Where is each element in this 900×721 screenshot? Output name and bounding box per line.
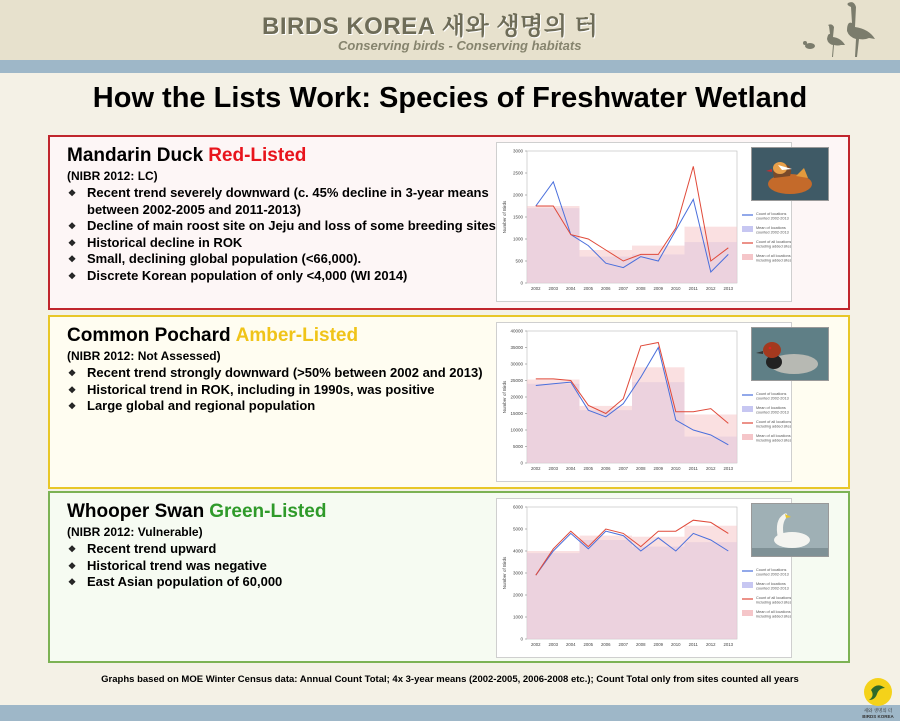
trend-chart-whooper-swan bbox=[496, 498, 792, 658]
legend-label: counted 2002-2013 bbox=[756, 230, 789, 235]
legend-swatch bbox=[742, 582, 753, 588]
y-tick-label: 0 bbox=[520, 280, 523, 286]
x-tick-label: 2012 bbox=[705, 642, 716, 647]
mean-bar bbox=[597, 250, 615, 283]
y-tick-label: 15000 bbox=[510, 411, 523, 416]
mean-bar bbox=[545, 380, 563, 463]
footer-bar bbox=[0, 705, 900, 721]
x-tick-label: 2006 bbox=[600, 466, 611, 471]
mean-bar bbox=[720, 526, 738, 639]
mean-bar bbox=[615, 536, 633, 639]
y-tick-label: 35000 bbox=[510, 345, 523, 350]
x-tick-label: 2011 bbox=[688, 286, 698, 291]
legend-label: Mean of locations bbox=[756, 226, 786, 230]
list-status: Green-Listed bbox=[209, 501, 327, 522]
legend-label: Count of locations bbox=[756, 392, 787, 396]
x-tick-label: 2011 bbox=[688, 466, 698, 471]
legend-label: including added sites bbox=[756, 600, 792, 605]
y-tick-label: 0 bbox=[520, 636, 523, 642]
trend-chart-common-pochard bbox=[496, 322, 792, 482]
x-tick-label: 2002 bbox=[530, 466, 541, 471]
y-tick-label: 1000 bbox=[512, 236, 523, 242]
legend-label: including added sites bbox=[756, 438, 792, 443]
mean-bar bbox=[667, 537, 685, 639]
x-tick-label: 2006 bbox=[600, 642, 611, 647]
y-tick-label: 6000 bbox=[512, 504, 523, 510]
legend-label: Mean of all locations bbox=[756, 254, 791, 258]
bullet-item: ❖ Recent trend strongly downward (>50% between 2002 and 2013) bbox=[67, 365, 497, 382]
x-tick-label: 2003 bbox=[548, 286, 559, 291]
legend-label: Mean of all locations bbox=[756, 610, 791, 614]
x-tick-label: 2008 bbox=[635, 642, 646, 647]
legend-label: Count of all locations bbox=[756, 420, 792, 424]
legend-label: Count of all locations bbox=[756, 240, 792, 244]
bullet-item: ❖ Historical decline in ROK bbox=[67, 235, 497, 252]
species-panel-common-pochard bbox=[48, 315, 850, 489]
x-tick-label: 2006 bbox=[600, 286, 611, 291]
bullet-list bbox=[67, 365, 497, 415]
mean-bar bbox=[580, 536, 598, 639]
x-tick-label: 2007 bbox=[618, 286, 629, 291]
x-tick-label: 2007 bbox=[618, 642, 629, 647]
x-tick-label: 2004 bbox=[565, 466, 576, 471]
legend-label: including added sites bbox=[756, 614, 792, 619]
legend-label: counted 2002-2013 bbox=[756, 216, 789, 221]
legend-label: Mean of locations bbox=[756, 406, 786, 410]
legend-swatch bbox=[742, 226, 753, 232]
brand-title: BIRDS KOREA 새와 생명의 터 bbox=[262, 13, 599, 40]
bullet-item: ❖ Discrete Korean population of only <4,000 (WI 2014) bbox=[67, 268, 497, 285]
mean-bar bbox=[667, 367, 685, 463]
mean-bar bbox=[597, 536, 615, 639]
list-status: Red-Listed bbox=[208, 145, 307, 166]
y-tick-label: 30000 bbox=[510, 361, 523, 367]
species-panel-mandarin-duck bbox=[48, 135, 850, 310]
y-tick-label: 25000 bbox=[510, 378, 523, 383]
y-tick-label: 5000 bbox=[512, 444, 523, 449]
legend-swatch bbox=[742, 610, 753, 616]
y-tick-label: 500 bbox=[515, 258, 523, 264]
mean-bar bbox=[527, 380, 545, 463]
mean-bar bbox=[545, 206, 563, 283]
svg-text:새와 생명의 터: 새와 생명의 터 bbox=[863, 708, 893, 713]
x-tick-label: 2011 bbox=[688, 642, 698, 647]
x-tick-label: 2009 bbox=[653, 286, 664, 291]
y-tick-label: 10000 bbox=[510, 427, 523, 433]
species-name: Mandarin Duck bbox=[67, 145, 204, 166]
x-tick-label: 2012 bbox=[705, 466, 716, 471]
mean-bar bbox=[580, 406, 598, 463]
mean-bar bbox=[702, 227, 720, 283]
species-title bbox=[67, 325, 358, 347]
nibr-status: (NIBR 2012: Not Assessed) bbox=[67, 349, 221, 363]
page-title: How the Lists Work: Species of Freshwater Wetland bbox=[92, 82, 808, 114]
x-tick-label: 2004 bbox=[565, 642, 576, 647]
species-panel-whooper-swan bbox=[48, 491, 850, 663]
mean-bar bbox=[615, 406, 633, 463]
y-tick-label: 3000 bbox=[512, 570, 523, 576]
footer-note: Graphs based on MOE Winter Census data: Annual Count Total; 4x 3-year means (2002-2005, 2006-2008 etc.); Count Total only from sites counted all years bbox=[101, 674, 799, 685]
svg-text:BIRDS KOREA: BIRDS KOREA bbox=[862, 714, 894, 719]
x-tick-label: 2008 bbox=[635, 466, 646, 471]
y-axis-label: Number of Birds bbox=[502, 556, 507, 590]
y-tick-label: 2000 bbox=[512, 592, 523, 598]
x-tick-label: 2007 bbox=[618, 466, 629, 471]
legend-label: including added sites bbox=[756, 424, 792, 429]
legend-swatch bbox=[742, 434, 753, 440]
y-tick-label: 40000 bbox=[510, 328, 523, 334]
legend-label: Mean of locations bbox=[756, 582, 786, 586]
common-pochard-photo bbox=[751, 327, 829, 381]
header-bar bbox=[0, 60, 900, 73]
x-tick-label: 2005 bbox=[583, 642, 594, 647]
nibr-status: (NIBR 2012: Vulnerable) bbox=[67, 525, 203, 539]
mean-bar bbox=[527, 206, 545, 283]
legend-label: Count of locations bbox=[756, 568, 787, 572]
x-tick-label: 2008 bbox=[635, 286, 646, 291]
bullet-item: ❖ East Asian population of 60,000 bbox=[67, 574, 497, 591]
y-tick-label: 0 bbox=[520, 460, 523, 466]
x-tick-label: 2003 bbox=[548, 642, 559, 647]
x-tick-label: 2002 bbox=[530, 642, 541, 647]
x-tick-label: 2010 bbox=[670, 286, 681, 291]
species-title bbox=[67, 145, 306, 167]
mean-bar bbox=[720, 414, 738, 463]
mean-bar bbox=[632, 246, 650, 283]
x-tick-label: 2012 bbox=[705, 286, 716, 291]
y-axis-label: Number of Birds bbox=[502, 200, 507, 234]
bullet-item: ❖ Large global and regional population bbox=[67, 398, 497, 415]
mean-bar bbox=[632, 367, 650, 463]
mean-bar bbox=[650, 367, 668, 463]
legend-label: counted 2002-2013 bbox=[756, 586, 789, 591]
y-tick-label: 4000 bbox=[512, 548, 523, 554]
legend-label: counted 2002-2013 bbox=[756, 396, 789, 401]
legend-label: counted 2002-2013 bbox=[756, 410, 789, 415]
legend-label: counted 2002-2013 bbox=[756, 572, 789, 577]
x-tick-label: 2005 bbox=[583, 466, 594, 471]
mandarin-duck-photo bbox=[751, 147, 829, 201]
bullet-list bbox=[67, 541, 497, 591]
mean-bar bbox=[527, 551, 545, 639]
x-tick-label: 2010 bbox=[670, 642, 681, 647]
mean-bar bbox=[685, 414, 703, 463]
legend-label: including added sites bbox=[756, 244, 792, 249]
x-tick-label: 2002 bbox=[530, 286, 541, 291]
mean-bar bbox=[685, 526, 703, 639]
x-tick-label: 2009 bbox=[653, 466, 664, 471]
y-tick-label: 1500 bbox=[512, 214, 523, 220]
header-banner bbox=[0, 0, 900, 60]
legend-label: Count of all locations bbox=[756, 596, 792, 600]
x-tick-label: 2009 bbox=[653, 642, 664, 647]
x-tick-label: 2003 bbox=[548, 466, 559, 471]
x-tick-label: 2005 bbox=[583, 286, 594, 291]
bullet-item: ❖ Recent trend upward bbox=[67, 541, 497, 558]
nibr-status: (NIBR 2012: LC) bbox=[67, 169, 158, 183]
cranes-icon bbox=[790, 0, 890, 60]
mean-bar bbox=[580, 250, 598, 283]
mean-bar bbox=[667, 246, 685, 283]
trend-chart-mandarin-duck bbox=[496, 142, 792, 302]
bullet-item: ❖ Small, declining global population (<66,000). bbox=[67, 251, 497, 268]
species-name: Common Pochard bbox=[67, 325, 231, 346]
bullet-item: ❖ Decline of main roost site on Jeju and loss of some breeding sites bbox=[67, 218, 497, 235]
y-tick-label: 2000 bbox=[512, 192, 523, 198]
x-tick-label: 2004 bbox=[565, 286, 576, 291]
bullet-item: ❖ Historical trend in ROK, including in 1990s, was positive bbox=[67, 382, 497, 399]
y-axis-label: Number of Birds bbox=[502, 380, 507, 414]
species-name: Whooper Swan bbox=[67, 501, 205, 522]
bullet-item: ❖ Historical trend was negative bbox=[67, 558, 497, 575]
whooper-swan-photo bbox=[751, 503, 829, 557]
y-tick-label: 1000 bbox=[512, 614, 523, 620]
brand-tagline: Conserving birds - Conserving habitats bbox=[338, 38, 582, 53]
species-title bbox=[67, 501, 326, 523]
birds-korea-logo bbox=[858, 676, 898, 720]
y-tick-label: 2500 bbox=[512, 170, 523, 176]
mean-bar bbox=[545, 551, 563, 639]
list-status: Amber-Listed bbox=[235, 325, 359, 346]
x-tick-label: 2013 bbox=[723, 466, 734, 471]
mean-bar bbox=[632, 537, 650, 639]
y-tick-label: 3000 bbox=[512, 148, 523, 154]
legend-swatch bbox=[742, 254, 753, 260]
bullet-item: ❖ Recent trend severely downward (c. 45% decline in 3-year means between 2002-2005 and 2011-2013) bbox=[67, 185, 497, 218]
legend-label: including added sites bbox=[756, 258, 792, 263]
mean-bar bbox=[650, 537, 668, 639]
legend-label: Mean of all locations bbox=[756, 434, 791, 438]
mean-bar bbox=[562, 551, 580, 639]
legend-swatch bbox=[742, 406, 753, 412]
y-tick-label: 5000 bbox=[512, 526, 523, 532]
mean-bar bbox=[702, 526, 720, 639]
x-tick-label: 2013 bbox=[723, 642, 734, 647]
mean-bar bbox=[685, 227, 703, 283]
y-tick-label: 20000 bbox=[510, 394, 523, 400]
legend-label: Count of locations bbox=[756, 212, 787, 216]
bullet-list bbox=[67, 185, 497, 284]
x-tick-label: 2010 bbox=[670, 466, 681, 471]
x-tick-label: 2013 bbox=[723, 286, 734, 291]
